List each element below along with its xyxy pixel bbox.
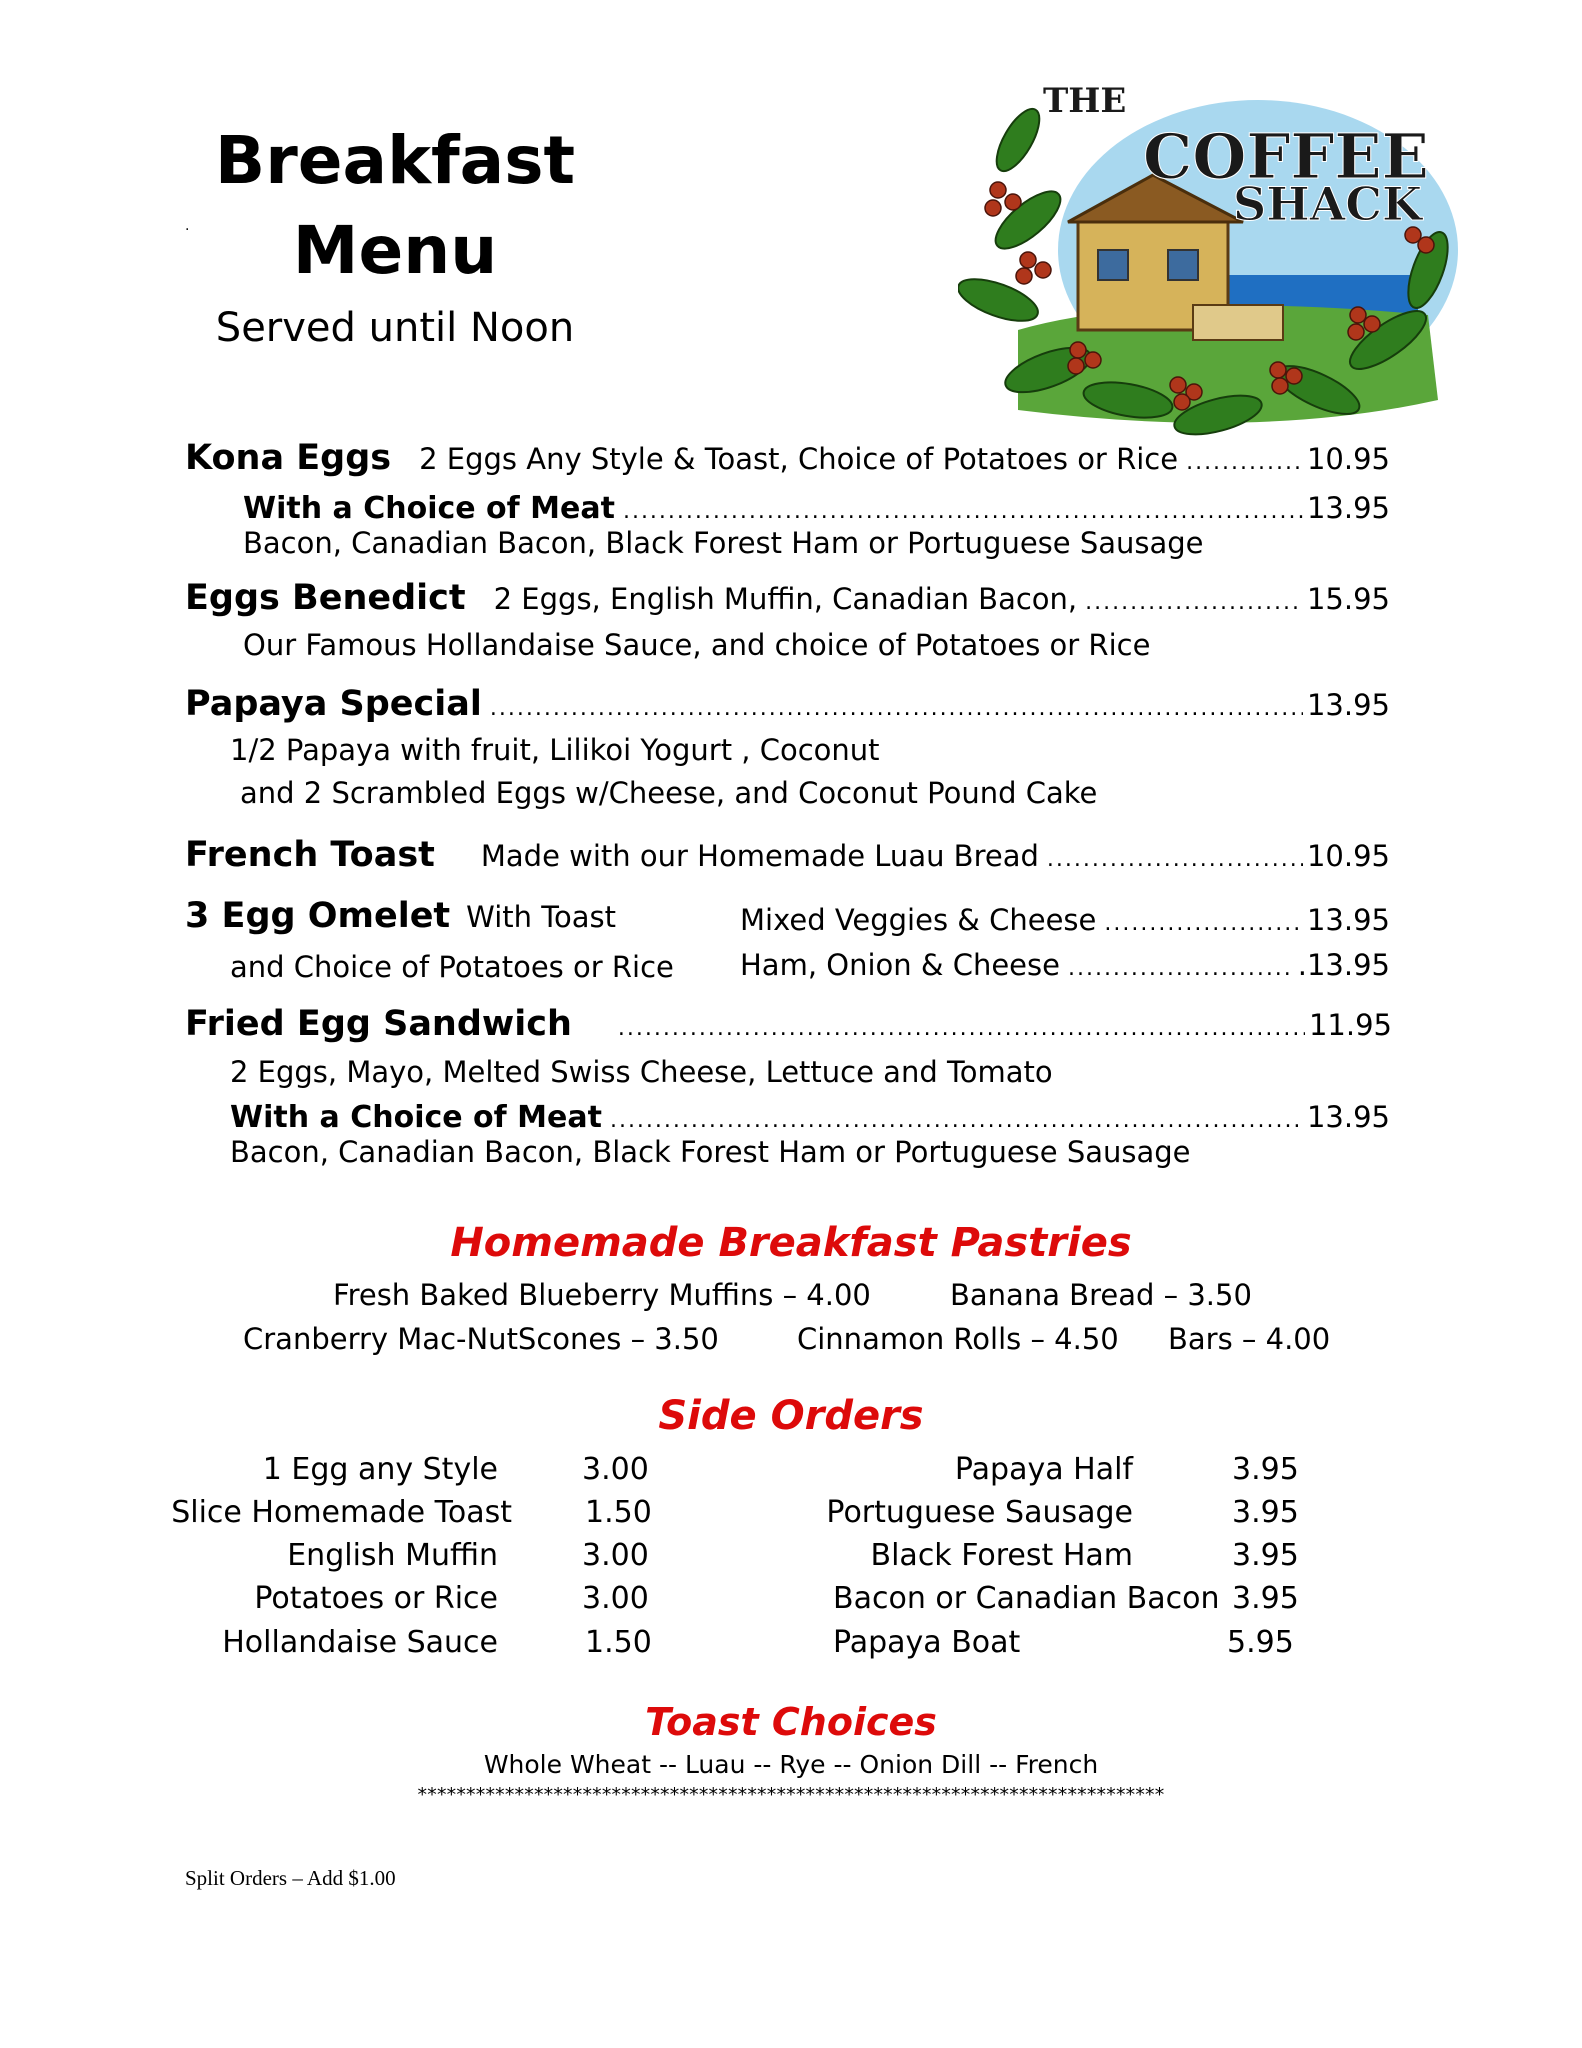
side-right-name-0: Papaya Half xyxy=(954,1452,1133,1487)
side-right-price-3: 3.95 xyxy=(1232,1581,1299,1616)
meat-price: 13.95 xyxy=(1306,1100,1390,1134)
option-name: Mixed Veggies & Cheese xyxy=(740,903,1097,937)
side-right-price-2: 3.95 xyxy=(1232,1538,1299,1573)
side-right-name-4: Papaya Boat xyxy=(833,1625,1021,1660)
item-price: 10.95 xyxy=(1306,442,1390,476)
separator-stars: ***************************************************************************** xyxy=(417,1784,1165,1806)
item-desc: 2 Eggs Any Style & Toast, Choice of Potatoes or Rice xyxy=(419,442,1179,476)
side-right-price-4: 5.95 xyxy=(1227,1625,1294,1660)
side-right-name-1: Portuguese Sausage xyxy=(826,1495,1133,1530)
side-left-name-1: Slice Homemade Toast xyxy=(171,1495,512,1530)
item-eggs-benedict xyxy=(185,578,1390,618)
item-kona-eggs xyxy=(185,438,1390,478)
logo-coffee: COFFEE xyxy=(1143,120,1429,193)
side-left-name-3: Potatoes or Rice xyxy=(254,1581,498,1616)
dot-leader xyxy=(623,499,1303,524)
option-name: Ham, Onion & Cheese xyxy=(740,948,1060,982)
item-name: Fried Egg Sandwich xyxy=(185,1004,572,1044)
split-orders-note: Split Orders – Add $1.00 xyxy=(185,1866,396,1890)
stray-dot: · xyxy=(185,222,190,238)
dot-leader xyxy=(1085,590,1303,615)
menu-title-line1: Breakfast xyxy=(214,122,576,199)
item-name: Eggs Benedict xyxy=(185,578,466,618)
omelet-option-ham xyxy=(740,948,1390,982)
pastry-scones: Cranberry Mac-NutScones – 3.50 xyxy=(243,1322,719,1356)
menu-title-line2: Menu xyxy=(292,212,498,289)
pastry-bars: Bars – 4.00 xyxy=(1168,1322,1331,1356)
side-orders-heading: Side Orders xyxy=(658,1393,924,1439)
item-sandwich-meat xyxy=(230,1100,1390,1135)
omelet-desc1: With Toast xyxy=(466,900,617,934)
item-desc: 2 Eggs, English Muffin, Canadian Bacon, xyxy=(493,582,1078,616)
logo-shack: SHACK xyxy=(1233,177,1422,231)
dot-leader xyxy=(1068,956,1294,981)
item-french-toast xyxy=(185,835,1390,875)
kona-meat-options: Bacon, Canadian Bacon, Black Forest Ham or Portuguese Sausage xyxy=(243,526,1204,560)
side-left-price-3: 3.00 xyxy=(582,1581,649,1616)
side-left-name-2: English Muffin xyxy=(287,1538,498,1573)
logo-the: THE xyxy=(1043,81,1127,121)
pastry-banana-bread: Banana Bread – 3.50 xyxy=(950,1278,1252,1312)
benedict-desc2: Our Famous Hollandaise Sauce, and choice of Potatoes or Rice xyxy=(243,628,1151,662)
item-name: Papaya Special xyxy=(185,684,482,724)
item-fried-egg-sandwich xyxy=(185,1004,1392,1044)
papaya-desc1: 1/2 Papaya with fruit, Lilikoi Yogurt , Coconut xyxy=(230,733,880,767)
meat-label: With a Choice of Meat xyxy=(230,1100,602,1135)
pastry-cinnamon-rolls: Cinnamon Rolls – 4.50 xyxy=(797,1322,1119,1356)
side-right-name-3: Bacon or Canadian Bacon xyxy=(833,1581,1220,1616)
served-until: Served until Noon xyxy=(215,305,575,351)
side-left-price-1: 1.50 xyxy=(585,1495,652,1530)
side-left-name-4: Hollandaise Sauce xyxy=(222,1625,498,1660)
dot-leader xyxy=(610,1108,1303,1133)
dot-leader xyxy=(1186,450,1303,475)
sandwich-desc: 2 Eggs, Mayo, Melted Swiss Cheese, Lettuce and Tomato xyxy=(230,1055,1053,1089)
item-price: 10.95 xyxy=(1306,839,1390,873)
toast-choices-list: Whole Wheat -- Luau -- Rye -- Onion Dill -- French xyxy=(483,1750,1099,1779)
item-price: 13.95 xyxy=(1306,688,1390,722)
omelet-desc2: and Choice of Potatoes or Rice xyxy=(230,950,674,984)
item-price: 11.95 xyxy=(1308,1008,1392,1042)
papaya-desc2: and 2 Scrambled Eggs w/Cheese, and Coconut Pound Cake xyxy=(240,776,1098,810)
item-papaya-special xyxy=(185,684,1390,724)
pastries-heading: Homemade Breakfast Pastries xyxy=(450,1220,1132,1266)
item-name: Kona Eggs xyxy=(185,438,392,478)
meat-label: With a Choice of Meat xyxy=(243,491,615,526)
side-left-price-2: 3.00 xyxy=(582,1538,649,1573)
item-omelet xyxy=(185,896,616,936)
item-desc: Made with our Homemade Luau Bread xyxy=(480,839,1039,873)
item-price: 15.95 xyxy=(1306,582,1390,616)
toast-choices-heading: Toast Choices xyxy=(645,1700,937,1744)
item-kona-meat xyxy=(243,491,1390,526)
dot-leader xyxy=(490,696,1303,721)
coffee-shack-logo xyxy=(958,70,1478,440)
pastry-muffins: Fresh Baked Blueberry Muffins – 4.00 xyxy=(333,1278,871,1312)
side-right-price-1: 3.95 xyxy=(1232,1495,1299,1530)
dot-leader xyxy=(618,1016,1305,1041)
side-right-name-2: Black Forest Ham xyxy=(870,1538,1133,1573)
item-name: French Toast xyxy=(185,835,435,875)
option-price: 13.95 xyxy=(1306,903,1390,937)
dot-leader xyxy=(1104,911,1303,936)
side-left-price-0: 3.00 xyxy=(582,1452,649,1487)
option-price: .13.95 xyxy=(1297,948,1390,982)
dot-leader xyxy=(1047,847,1303,872)
side-left-price-4: 1.50 xyxy=(585,1625,652,1660)
logo-illustration xyxy=(958,70,1478,440)
item-name: 3 Egg Omelet xyxy=(185,896,451,936)
omelet-option-veggies xyxy=(740,903,1390,937)
side-right-price-0: 3.95 xyxy=(1232,1452,1299,1487)
side-left-name-0: 1 Egg any Style xyxy=(262,1452,498,1487)
meat-price: 13.95 xyxy=(1306,491,1390,525)
sandwich-meat-options: Bacon, Canadian Bacon, Black Forest Ham or Portuguese Sausage xyxy=(230,1135,1191,1169)
